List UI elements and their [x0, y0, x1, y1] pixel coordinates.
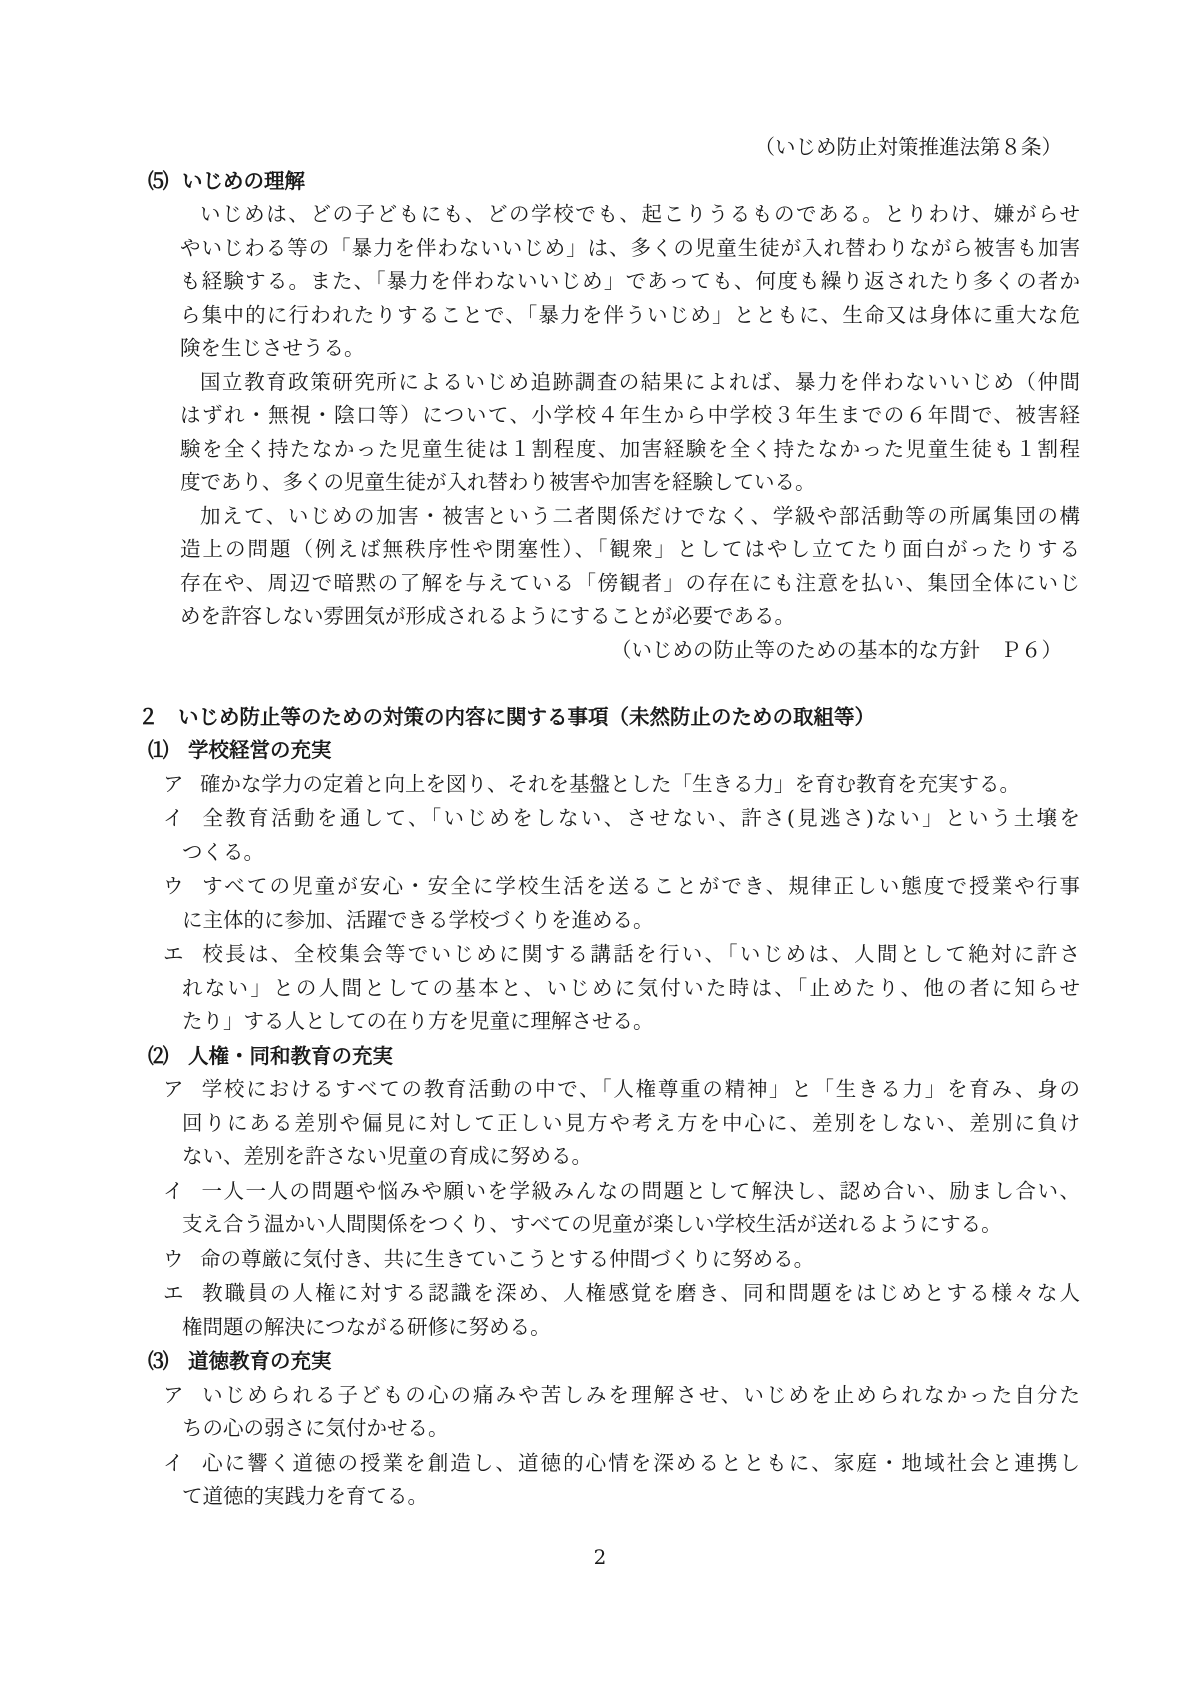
item-line [163, 768, 1080, 802]
item-label: エ [163, 942, 184, 966]
law-reference: （いじめ防止対策推進法第８条） [754, 135, 1062, 159]
item-line: 権問題の解決につながる研修に努める。 [182, 1314, 551, 1339]
item-text: 全教育活動を通して、「いじめをしない、させない、許さ(見逃さ)ない」という土壌を [200, 806, 1080, 830]
chapter-number: ２ [138, 704, 159, 729]
paragraph [0, 198, 1200, 366]
item-line [163, 1447, 1080, 1481]
list-item [0, 1073, 1200, 1174]
page-number: 2 [593, 1545, 607, 1569]
item-line: ない、差別を許さない児童の育成に努める。 [182, 1144, 592, 1168]
item-line: つくる。 [182, 839, 264, 864]
item-text: いじめられる子どもの心の痛みや苦しみを理解させ、いじめを止められなかった自分た [200, 1382, 1080, 1407]
item-label: ア [163, 771, 184, 796]
item-text: 心に響く道徳の授業を創造し、道徳的心情を深めるとともに、家庭・地域社会と連携し [200, 1450, 1080, 1475]
item-line [163, 1175, 1080, 1209]
item-label: ウ [163, 1246, 184, 1271]
paragraph-line: ら集中的に行われたりすることで、「暴力を伴ういじめ」とともに、生命又は身体に重大な危 [180, 302, 1080, 327]
list-item [0, 1277, 1200, 1344]
paragraph-line: 加えて、いじめの加害・被害という二者関係だけでなく、学級や部活動等の所属集団の構 [200, 503, 1080, 528]
item-label: イ [163, 1178, 184, 1203]
list-item [0, 1175, 1200, 1242]
item-line [163, 1243, 1080, 1277]
subsection-title: 道徳教育の充実 [188, 1349, 332, 1373]
subsection-number: ⑶ [148, 1349, 169, 1373]
item-label: イ [163, 806, 184, 830]
list-item [0, 1243, 1200, 1277]
subsection-title: 学校経営の充実 [188, 738, 332, 762]
item-line: て道徳的実践力を育てる。 [182, 1484, 428, 1508]
item-text: すべての児童が安心・安全に学校生活を送ることができ、規律正しい態度で授業や行事 [200, 874, 1080, 898]
chapter-2-heading [138, 701, 1080, 735]
item-line: に主体的に参加、活躍できる学校づくりを進める。 [182, 907, 654, 932]
item-label: イ [163, 1450, 184, 1475]
item-label: ア [163, 1382, 184, 1407]
item-text: 学校におけるすべての教育活動の中で、「人権尊重の精神」と「生きる力」を育み、身の [200, 1077, 1080, 1101]
policy-reference: （いじめの防止等のための基本的な方針 Ｐ６） [611, 637, 1062, 662]
subsection-heading [148, 1040, 1048, 1074]
item-line: ちの心の弱さに気付かせる。 [182, 1416, 449, 1440]
item-label: ア [163, 1077, 184, 1101]
item-text: 教職員の人権に対する認識を深め、人権感覚を磨き、同和問題をはじめとする様々な人 [200, 1281, 1080, 1305]
item-line: 支え合う温かい人間関係をつくり、すべての児童が楽しい学校生活が送れるようにする。 [182, 1212, 1002, 1236]
paragraph-line: やいじわる等の「暴力を伴わないいじめ」は、多くの児童生徒が入れ替わりながら被害も加害 [180, 235, 1080, 260]
paragraph-line: 度であり、多くの児童生徒が入れ替わり被害や加害を経験している。 [180, 470, 816, 494]
page-body [0, 131, 1200, 1514]
section-5-heading [148, 165, 1048, 199]
paragraph-line: も経験する。また、「暴力を伴わないいじめ」であっても、何度も繰り返されたり多くの者か [180, 269, 1080, 293]
item-text: 命の尊厳に気付き、共に生きていこうとする仲間づくりに努める。 [200, 1246, 815, 1271]
blank-line [0, 667, 1200, 701]
item-line [163, 1379, 1080, 1413]
paragraph-line: 存在や、周辺で暗黙の了解を与えている「傍観者」の存在にも注意を払い、集団全体にいじ [180, 570, 1080, 595]
paragraph-line: 国立教育政策研究所によるいじめ追跡調査の結果によれば、暴力を伴わないいじめ（仲間 [200, 369, 1080, 394]
subsection-number: ⑵ [148, 1043, 169, 1068]
item-line: たり」する人としての在り方を児童に理解させる。 [182, 1009, 654, 1033]
list-item [0, 802, 1200, 869]
paragraph-line: 造上の問題（例えば無秩序性や閉塞性）、「観衆」としてはやし立てたり面白がったりする [180, 537, 1080, 561]
paragraph-line: はずれ・無視・陰口等）について、小学校４年生から中学校３年生までの６年間で、被害経 [180, 403, 1080, 427]
section-number: ⑸ [148, 168, 169, 193]
list-item [0, 1379, 1200, 1446]
item-text: 確かな学力の定着と向上を図り、それを基盤とした「生きる力」を育む教育を充実する。 [200, 771, 1020, 796]
item-line [163, 938, 1080, 972]
section-title: いじめの理解 [182, 168, 305, 193]
list-item [0, 870, 1200, 937]
subsection-title: 人権・同和教育の充実 [188, 1043, 393, 1068]
subsection-number: ⑴ [148, 738, 169, 762]
item-line [163, 802, 1080, 836]
list-item [0, 1447, 1200, 1514]
item-label: エ [163, 1281, 184, 1305]
paragraph [0, 500, 1200, 634]
item-text: 校長は、全校集会等でいじめに関する講話を行い、「いじめは、人間として絶対に許さ [200, 942, 1080, 966]
paragraph-line: 険を生じさせうる。 [180, 336, 365, 360]
paragraph-line: いじめは、どの子どもにも、どの学校でも、起こりうるものである。とりわけ、嫌がらせ [200, 202, 1080, 226]
list-item [0, 938, 1200, 1039]
chapter-title: いじめ防止等のための対策の内容に関する事項（未然防止のための取組等） [178, 704, 875, 729]
paragraph-line: めを許容しない雰囲気が形成されるようにすることが必要である。 [180, 604, 795, 628]
subsection-heading [148, 734, 1048, 768]
paragraph [0, 366, 1200, 500]
item-line [163, 870, 1080, 904]
item-line: 回りにある差別や偏見に対して正しい見方や考え方を中心に、差別をしない、差別に負け [182, 1110, 1080, 1135]
item-text: 一人一人の問題や悩みや願いを学級みんなの問題として解決し、認め合い、励まし合い、 [200, 1178, 1080, 1203]
paragraph-line: 験を全く持たなかった児童生徒は１割程度、加害経験を全く持たなかった児童生徒も１割程 [180, 436, 1080, 461]
item-line [163, 1277, 1080, 1311]
subsection-heading [148, 1345, 1048, 1379]
item-line [163, 1073, 1080, 1107]
item-label: ウ [163, 874, 184, 898]
list-item [0, 768, 1200, 802]
item-line: れない」との人間としての基本と、いじめに気付いた時は、「止めたり、他の者に知らせ [182, 975, 1080, 1000]
